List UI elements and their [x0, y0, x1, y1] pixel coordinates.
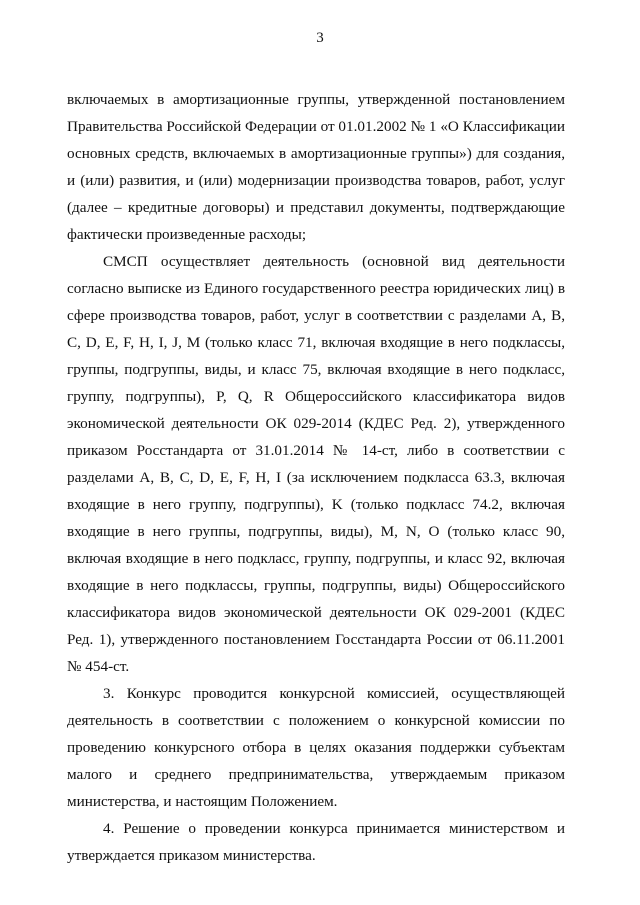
- text-line: (далее – кредитные договоры) и представил документы, подтверждающие: [67, 199, 565, 216]
- text-line: деятельность в соответствии с положением о конкурсной комиссии по: [67, 712, 565, 729]
- text-line: малого и среднего предпринимательства, утверждаемым приказом: [67, 766, 565, 783]
- text-line: входящие в него группы, подгруппы, виды), M, N, O (только класс 90,: [67, 523, 565, 540]
- text-line: Ред. 1), утвержденного постановлением Госстандарта России от 06.11.2001: [67, 631, 565, 648]
- text-line: классификатора видов экономической деятельности ОК 029-2001 (КДЕС: [67, 604, 565, 621]
- text-line: 3. Конкурс проводится конкурсной комиссией, осуществляющей: [103, 685, 565, 702]
- text-line: согласно выписке из Единого государственного реестра юридических лиц) в: [67, 280, 565, 297]
- text-line: министерства, и настоящим Положением.: [67, 793, 338, 810]
- text-line: утверждается приказом министерства.: [67, 847, 316, 864]
- page-number: 3: [316, 30, 324, 46]
- text-line: группу, подгруппы), P, Q, R Общероссийского классификатора видов: [67, 388, 565, 405]
- text-line: разделами A, B, C, D, E, F, H, I (за исключением подкласса 63.3, включая: [67, 469, 565, 486]
- text-line: основных средств, включаемых в амортизационные группы») для создания,: [67, 145, 565, 162]
- text-line: приказом Росстандарта от 31.01.2014 № 14-ст, либо в соответствии с: [67, 442, 565, 459]
- text-line: сфере производства товаров, работ, услуг в соответствии с разделами A, B,: [67, 307, 565, 324]
- text-line: № 454-ст.: [67, 658, 130, 675]
- text-line: экономической деятельности ОК 029-2014 (КДЕС Ред. 2), утвержденного: [67, 415, 565, 432]
- text-line: Правительства Российской Федерации от 01.01.2002 № 1 «О Классификации: [67, 118, 565, 135]
- text-line: проведению конкурсного отбора в целях оказания поддержки субъектам: [67, 739, 565, 756]
- text-line: включая входящие в него подкласс, группу, подгруппы, и класс 92, включая: [67, 550, 565, 567]
- text-line: и (или) развития, и (или) модернизации производства товаров, работ, услуг: [67, 172, 565, 189]
- text-line: СМСП осуществляет деятельность (основной вид деятельности: [103, 253, 565, 270]
- text-line: входящие в него подклассы, группы, подгруппы, виды) Общероссийского: [67, 577, 565, 594]
- text-line: включаемых в амортизационные группы, утвержденной постановлением: [67, 91, 565, 108]
- text-line: группы, подгруппы, виды, и класс 75, включая входящие в него подкласс,: [67, 361, 565, 378]
- text-line: входящие в него группу, подгруппы), K (только подкласс 74.2, включая: [67, 496, 565, 513]
- text-line: фактически произведенные расходы;: [67, 226, 307, 243]
- text-line: 4. Решение о проведении конкурса принимается министерством и: [103, 820, 565, 837]
- text-line: C, D, E, F, H, I, J, M (только класс 71, включая входящие в него подклассы,: [67, 334, 565, 351]
